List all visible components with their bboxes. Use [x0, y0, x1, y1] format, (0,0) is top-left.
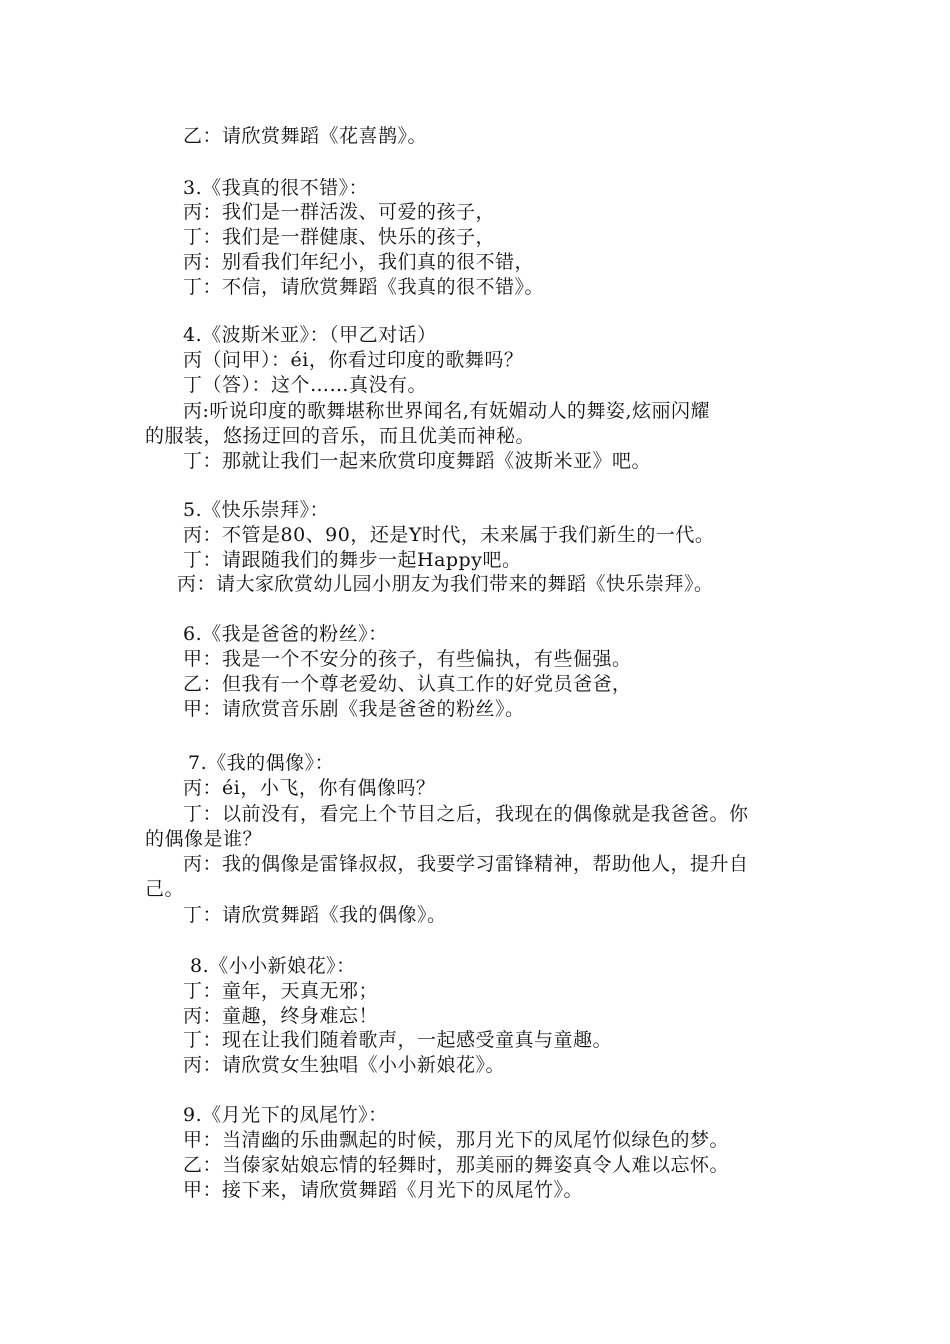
- dialogue-line: 丁（答）：这个……真没有。: [183, 374, 428, 396]
- section-title: 9.《月光下的凤尾竹》：: [183, 1104, 388, 1126]
- dialogue-line: 丙：我的偶像是雷锋叔叔，我要学习雷锋精神，帮助他人，提升自: [183, 853, 749, 875]
- dialogue-line-continued: 己。: [145, 878, 185, 900]
- dialogue-line: 丙：不管是80、90，还是Y时代，未来属于我们新生的一代。: [183, 524, 715, 546]
- dialogue-line: 丙（问甲）：éi，你看过印度的歌舞吗？: [183, 349, 524, 371]
- dialogue-line: 丁：那就让我们一起来欣赏印度舞蹈《波斯米亚》吧。: [183, 450, 652, 472]
- dialogue-line: 丁：请欣赏舞蹈《我的偶像》。: [183, 904, 447, 926]
- intro-line: 乙：请欣赏舞蹈《花喜鹊》。: [183, 125, 428, 147]
- dialogue-line: 丁：不信，请欣赏舞蹈《我真的很不错》。: [183, 276, 545, 298]
- dialogue-line: 丙：别看我们年纪小，我们真的很不错，: [183, 251, 535, 273]
- dialogue-line: 甲：接下来，请欣赏舞蹈《月光下的凤尾竹》。: [183, 1179, 584, 1201]
- dialogue-line: 甲：当清幽的乐曲飘起的时候，那月光下的凤尾竹似绿色的梦。: [183, 1129, 730, 1151]
- dialogue-line: 丁：童年，天真无邪；: [183, 980, 379, 1002]
- dialogue-line-continued: 的偶像是谁？: [145, 828, 263, 850]
- section-title: 8.《小小新娘花》：: [190, 955, 356, 977]
- section-title: 7.《我的偶像》：: [188, 752, 335, 774]
- dialogue-line: 丙：请欣赏女生独唱《小小新娘花》。: [183, 1054, 506, 1076]
- dialogue-line: 丁：请跟随我们的舞步一起Happy吧。: [183, 549, 522, 571]
- section-title: 5.《快乐崇拜》：: [183, 499, 330, 521]
- section-title: 6.《我是爸爸的粉丝》：: [183, 623, 388, 645]
- dialogue-line: 丙：éi，小飞，你有偶像吗？: [183, 777, 436, 799]
- dialogue-line: 乙：当傣家姑娘忘情的轻舞时，那美丽的舞姿真令人难以忘怀。: [183, 1154, 730, 1176]
- dialogue-line-continued: 的服装，悠扬迂回的音乐，而且优美而神秘。: [145, 425, 536, 447]
- dialogue-line: 丁：我们是一群健康、快乐的孩子，: [183, 226, 496, 248]
- dialogue-line: 乙：但我有一个尊老爱幼、认真工作的好党员爸爸，: [183, 673, 632, 695]
- dialogue-line: 丙：请大家欣赏幼儿园小朋友为我们带来的舞蹈《快乐崇拜》。: [177, 573, 714, 595]
- dialogue-line: 丙:听说印度的歌舞堪称世界闻名,有妩媚动人的舞姿,炫丽闪耀: [183, 400, 710, 422]
- dialogue-line: 丁：以前没有，看完上个节目之后，我现在的偶像就是我爸爸。你: [183, 803, 749, 825]
- dialogue-line: 丙：童趣，终身难忘！: [183, 1005, 379, 1027]
- dialogue-line: 丁：现在让我们随着歌声，一起感受童真与童趣。: [183, 1029, 613, 1051]
- dialogue-line: 甲：我是一个不安分的孩子，有些偏执，有些倔强。: [183, 648, 632, 670]
- section-title: 3.《我真的很不错》：: [183, 177, 369, 199]
- section-title: 4.《波斯米亚》：（甲乙对话）: [183, 324, 437, 346]
- dialogue-line: 丙：我们是一群活泼、可爱的孩子，: [183, 201, 496, 223]
- dialogue-line: 甲：请欣赏音乐剧《我是爸爸的粉丝》。: [183, 698, 525, 720]
